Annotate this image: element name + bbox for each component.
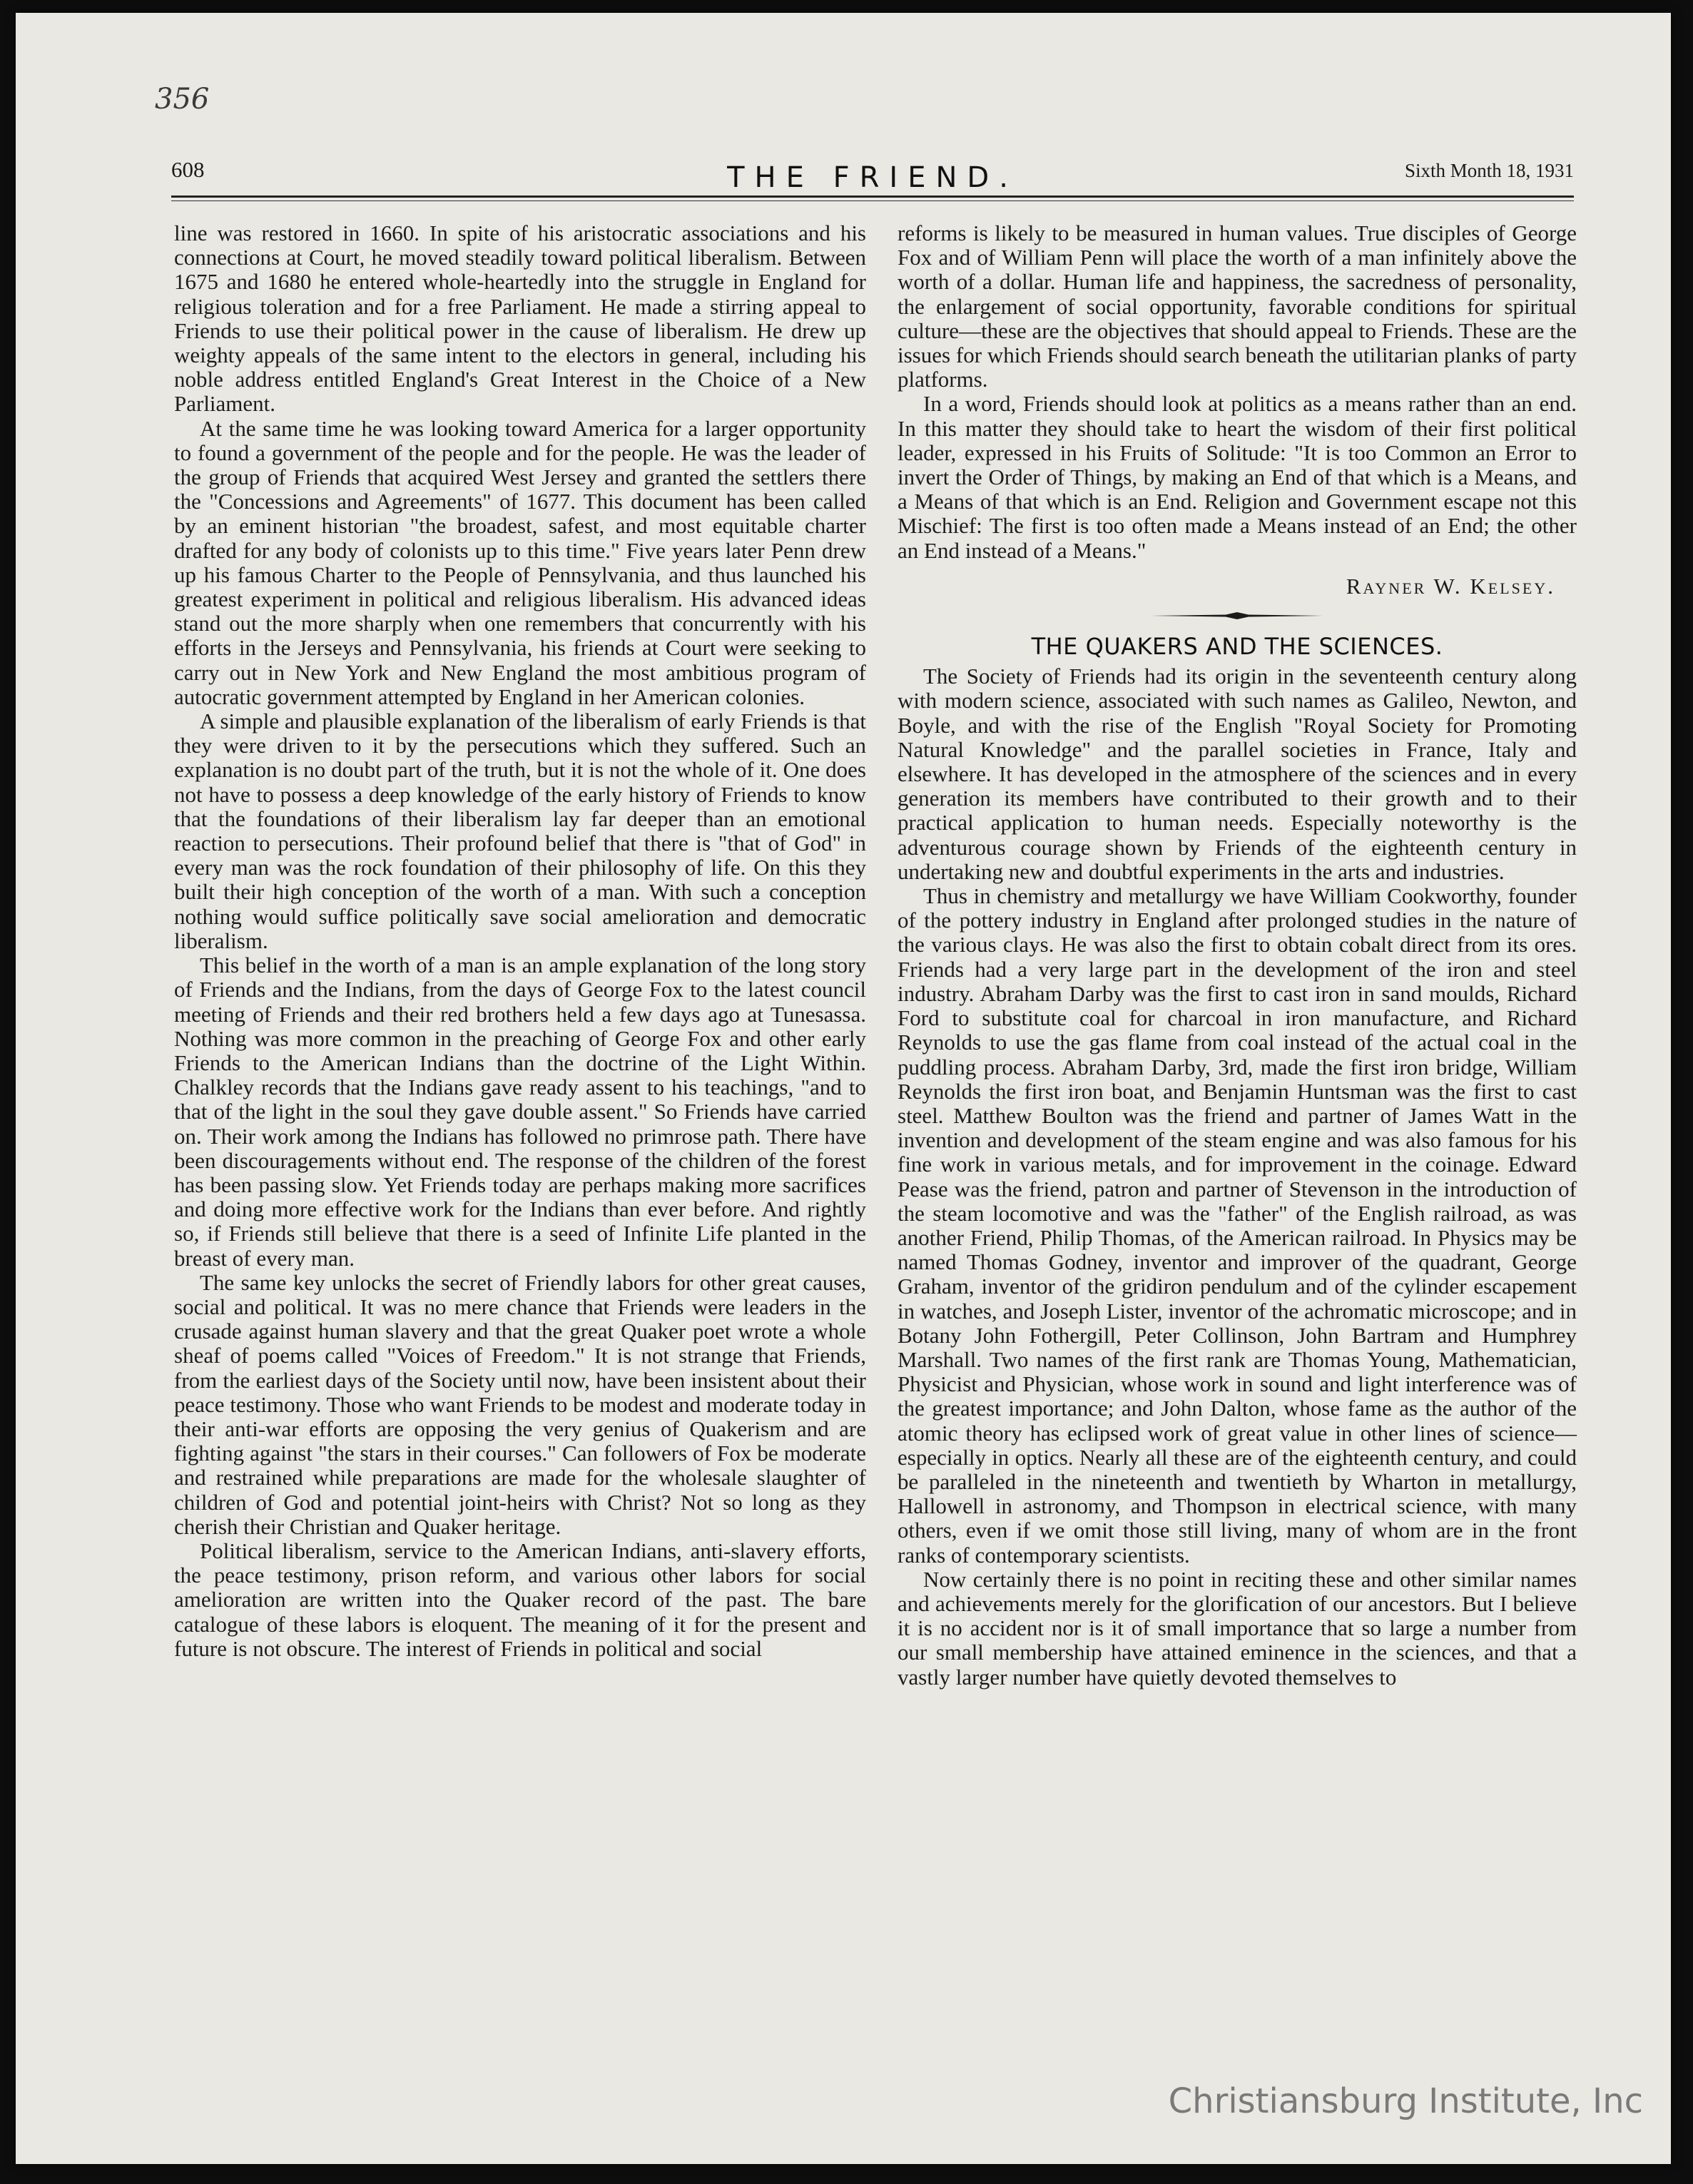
paragraph: A simple and plausible explanation of the liberalism of early Friends is that they were driven to it by the persecutions which they suffered. Such an explanation is no doubt part of the truth, but it is not the whole of it. One does not have to possess a deep knowledge of the early history of Friends to know that the foundations of their liberalism lay far deeper than an emotional reaction to persecutions. Their profound belief that there is "that of God" in every man was the rock foundation of their philosophy of life. On this they built their high conception of the worth of a man. With such a conception nothing would suffice politically save social amelioration and democratic liberalism. [174, 708, 866, 953]
paragraph: Now certainly there is no point in reciting these and other similar names and achievements merely for the glorification of our ancestors. But I believe it is no accident nor is it of small importance that so large a number from our small membership have attained eminence in the sciences, and that a vastly larger number have quietly devoted themselves to [898, 1566, 1577, 1690]
paragraph: Political liberalism, service to the American Indians, anti-slavery efforts, the peace testimony, prison reform, and various other labors for social amelioration are written into the Quaker record of the past. The bare catalogue of these labors is eloquent. The meaning of it for the present and future is not obscure. The interest of Friends in political and social [174, 1538, 866, 1661]
archive-watermark: Christiansburg Institute, Inc [1168, 2081, 1643, 2121]
page-sheet [16, 13, 1671, 2164]
paragraph: In a word, Friends should look at politics as a means rather than an end. In this matter they should take to heart the wisdom of their first political leader, expressed in his Fruits of Solitude: "It is too Common an Error to invert the Order of Things, by making an End of that which is a Means, and a Means of that which is an End. Religion and Government escape not this Mischief: The first is too often made a Means instead of an End; the other an End instead of a Means." [898, 391, 1577, 563]
handwritten-page-mark: 356 [155, 83, 210, 116]
right-column [898, 221, 1577, 1690]
section-title: THE QUAKERS AND THE SCIENCES. [1031, 633, 1443, 661]
paragraph: Thus in chemistry and metallurgy we have William Cookworthy, founder of the pottery industry in England after prolonged studies in the nature of the various clays. He was also the first to obtain cobalt direct from its ores. Friends had a very large part in the development of the iron and steel industry. Abraham Darby was the first to cast iron in sand moulds, Richard Ford to substitute coal for charcoal in iron manufacture, and Richard Reynolds to use the gas flame from coal instead of the actual coal in the puddling process. Abraham Darby, 3rd, made the first iron bridge, William Reynolds the first iron boat, and Benjamin Huntsman was the first to cast steel. Matthew Boulton was the friend and partner of James Watt in the invention and development of the steam engine and was also famous for his fine work in various metals, and for improvement in the coinage. Edward Pease was the friend, patron and partner of Stevenson in the introduction of the steam locomotive and was the "father" of the English railroad, as was another Friend, Philip Thomas, of the American railroad. In Physics may be named Thomas Godney, inventor and improver of the quadrant, George Graham, inventor of the gridiron pendulum and of the cylinder escapement in watches, and Joseph Lister, inventor of the achromatic microscope; and in Botany John Fothergill, Peter Collinson, John Bartram and Humphrey Marshall. Two names of the first rank are Thomas Young, Mathematician, Physicist and Physician, whose work in sound and light interference was of the greatest importance; and John Dalton, whose fame as the author of the atomic theory has eclipsed work of great value in other lines of science—especially in optics. Nearly all these are of the eighteenth century, and could be paralleled in the nineteenth and twentieth by Wharton in metallurgy, Hallowell in astronomy, and Thompson in electrical science, with many others, even if we omit those still living, many of whom are in the front ranks of contemporary scientists. [898, 883, 1577, 1568]
page-header [171, 153, 1574, 194]
paragraph: At the same time he was looking toward America for a larger opportunity to found a government of the people and for the people. He was the leader of the group of Friends that acquired West Jersey and granted the settlers there the "Concessions and Agreements" of 1677. This document has been called by an eminent historian "the broadest, safest, and most equitable charter drafted for any body of colonists up to this time." Five years later Penn drew up his famous Charter to the People of Pennsylvania, and thus launched his greatest experiment in political and religious liberalism. His advanced ideas stand out the more sharply when one remembers that concurrently with his efforts in the Jerseys and Pennsylvania, his friends at Court were seeking to carry out in New York and New England the most ambitious program of autocratic government attempted by England in her American colonies. [174, 415, 866, 709]
paragraph: This belief in the worth of a man is an ample explanation of the long story of Friends and the Indians, from the days of George Fox to the latest council meeting of Friends and their red brothers held a few days ago at Tunesassa. Nothing was more common in the preaching of George Fox and other early Friends to the American Indians than the doctrine of the Light Within. Chalkley records that the Indians gave ready assent to his teachings, "and to that of the light in the soul they gave double assent." So Friends have carried on. Their work among the Indians has followed no primrose path. There have been discouragements without end. The response of the children of the forest has been passing slow. Yet Friends today are perhaps making more sacrifices and doing more effective work for the Indians than ever before. And rightly so, if Friends still believe that there is a seed of Infinite Life planted in the breast of every man. [174, 953, 866, 1271]
left-column [174, 221, 866, 1661]
paragraph: The Society of Friends had its origin in the seventeenth century along with modern science, associated with such names as Galileo, Newton, and Boyle, and with the rise of the English "Royal Society for Promoting Natural Knowledge" and the parallel societies in France, Italy and elsewhere. It has developed in the atmosphere of the sciences and in every generation its members have contributed to their growth and to their practical application to human needs. Especially noteworthy is the adventurous courage shown by Friends of the eighteenth century in undertaking new and doubtful experiments in the arts and industries. [898, 664, 1577, 884]
author-signature: Rayner W. Kelsey. [1346, 573, 1555, 599]
journal-title: THE FRIEND. [727, 161, 1018, 194]
paragraph: reforms is likely to be measured in human values. True disciples of George Fox and of William Penn will place the worth of a man infinitely above the worth of a dollar. Human life and happiness, the sacredness of personality, the enlargement of social opportunity, favorable conditions for spiritual culture—these are the objectives that should appeal to Friends. These are the issues for which Friends should search beneath the utilitarian planks of party platforms. [898, 220, 1577, 392]
page-number: 608 [171, 157, 205, 182]
header-rule-thin [171, 200, 1574, 201]
section-divider-ornament [1151, 611, 1323, 620]
issue-date: Sixth Month 18, 1931 [1404, 160, 1574, 181]
header-rule [171, 195, 1574, 198]
paragraph: The same key unlocks the secret of Friendly labors for other great causes, social and political. It was no mere chance that Friends were leaders in the crusade against human slavery and that the great Quaker poet wrote a whole sheaf of poems called "Voices of Freedom." It is not strange that Friends, from the earliest days of the Society until now, have been insistent about their peace testimony. Those who want Friends to be modest and moderate today in their anti-war efforts are opposing the very genius of Quakerism and are fighting against "the stars in their courses." Can followers of Fox be moderate and restrained while preparations are made for the wholesale slaughter of children of God and potential joint-heirs with Christ? Not so long as they cherish their Christian and Quaker heritage. [174, 1269, 866, 1539]
paragraph: line was restored in 1660. In spite of his aristocratic associations and his connections at Court, he moved steadily toward political liberalism. Between 1675 and 1680 he entered whole-heartedly into the struggle in England for religious toleration and for a free Parliament. He made a stirring appeal to Friends to use their political power in the cause of liberalism. He drew up weighty appeals of the same intent to the electors in general, including his noble address entitled England's Great Interest in the Choice of a New Parliament. [174, 220, 866, 417]
